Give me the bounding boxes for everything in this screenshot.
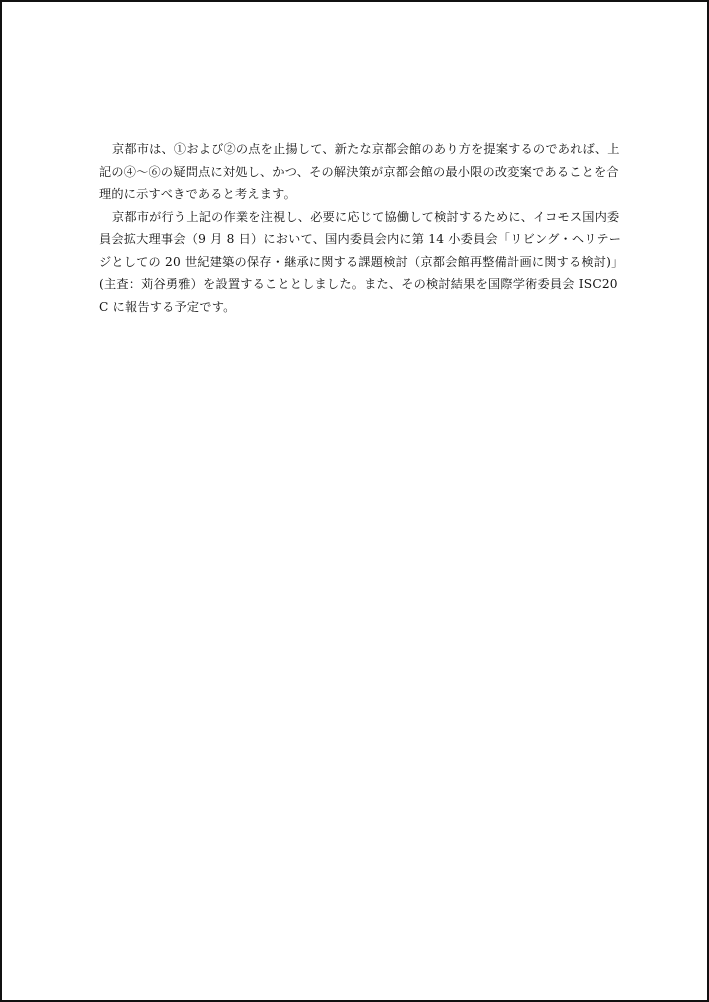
paragraph-subcommittee-setup: 京都市が行う上記の作業を注視し、必要に応じて協働して検討するために、イコモス国内委員会拡大理事会（9 月 8 日）において、国内委員会内に第 14 小委員会「リビング・ヘリテージとしての 20 世紀建築の保存・継承に関する課題検討（京都会館再整備計画に関する検討)」(主査：苅谷勇雅）を設置することとしました。また、その検討結果を国際学術委員会 ISC20 C に報告する予定です。 (99, 209, 622, 314)
paragraph-proposal-conditions: 京都市は、①および②の点を止揚して、新たな京都会館のあり方を提案するのであれば、上記の④～⑥の疑問点に対処し、かつ、その解決策が京都会館の最小限の改変案であることを合理的に示すべきであると考えます。 (99, 142, 620, 201)
document-body (99, 138, 623, 318)
